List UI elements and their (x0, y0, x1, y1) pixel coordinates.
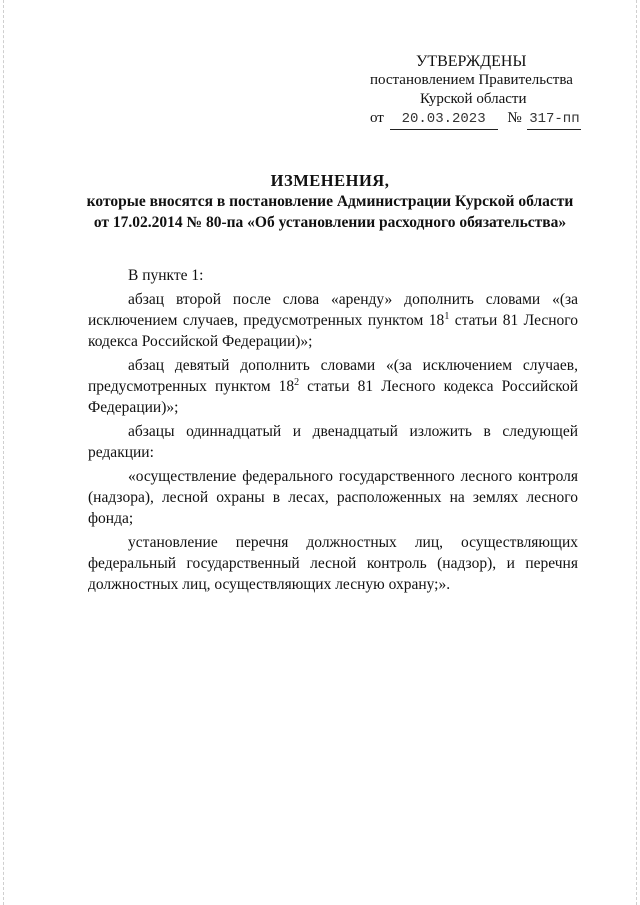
paragraph-2-text-b: статьи 81 Лесного кодекса Российской Федерации)»; (88, 378, 578, 416)
paragraph-2-text-a: абзац девятый дополнить словами «(за исключением случаев, предусмотренных пунктом 18 (88, 357, 578, 395)
paragraph-5: установление перечня должностных лиц, осуществляющих федеральный государственный лесной контроль (надзор), и перечня должностных лиц, осуществляющих лесную охрану;». (88, 534, 578, 593)
document-heading (80, 170, 580, 233)
approval-date-number-line (362, 109, 602, 130)
paragraph-1-text-a: абзац второй после слова «аренду» дополнить словами «(за исключением случаев, предусмотренных пунктом 18 (88, 291, 578, 329)
paragraph-1-superscript: 1 (444, 311, 450, 322)
approval-title: УТВЕРЖДЕНЫ (416, 53, 527, 70)
approval-issuer: постановлением Правительства (370, 72, 573, 88)
heading-subtitle-line-2: от 17.02.2014 № 80-па «Об установлении расходного обязательства» (93, 214, 567, 231)
handwritten-number: 317-пп (527, 110, 581, 130)
scan-edge-right (636, 0, 637, 905)
intro-paragraph: В пункте 1: (128, 267, 204, 284)
paragraph-4: «осуществление федерального государственного лесного контроля (надзора), лесной охраны в лесах, расположенных на землях лесного фонда; (88, 468, 578, 527)
handwritten-date: 20.03.2023 (390, 110, 498, 130)
approval-stamp-block (362, 52, 602, 130)
from-label: от (370, 110, 384, 126)
document-body (88, 265, 578, 598)
paragraph-3: абзацы одиннадцатый и двенадцатый изложить в следующей редакции: (88, 423, 578, 461)
scan-edge-left (3, 0, 4, 905)
heading-title: ИЗМЕНЕНИЯ, (270, 171, 390, 190)
heading-subtitle-line-1: которые вносятся в постановление Администрации Курской области (86, 193, 574, 210)
approval-region: Курской области (420, 91, 527, 107)
paragraph-1-text-b: статьи 81 Лесного кодекса Российской Федерации)»; (88, 312, 578, 350)
paragraph-2-superscript: 2 (294, 377, 300, 388)
number-sign: № (507, 110, 522, 126)
paragraph-1 (88, 289, 578, 352)
paragraph-2 (88, 355, 578, 418)
